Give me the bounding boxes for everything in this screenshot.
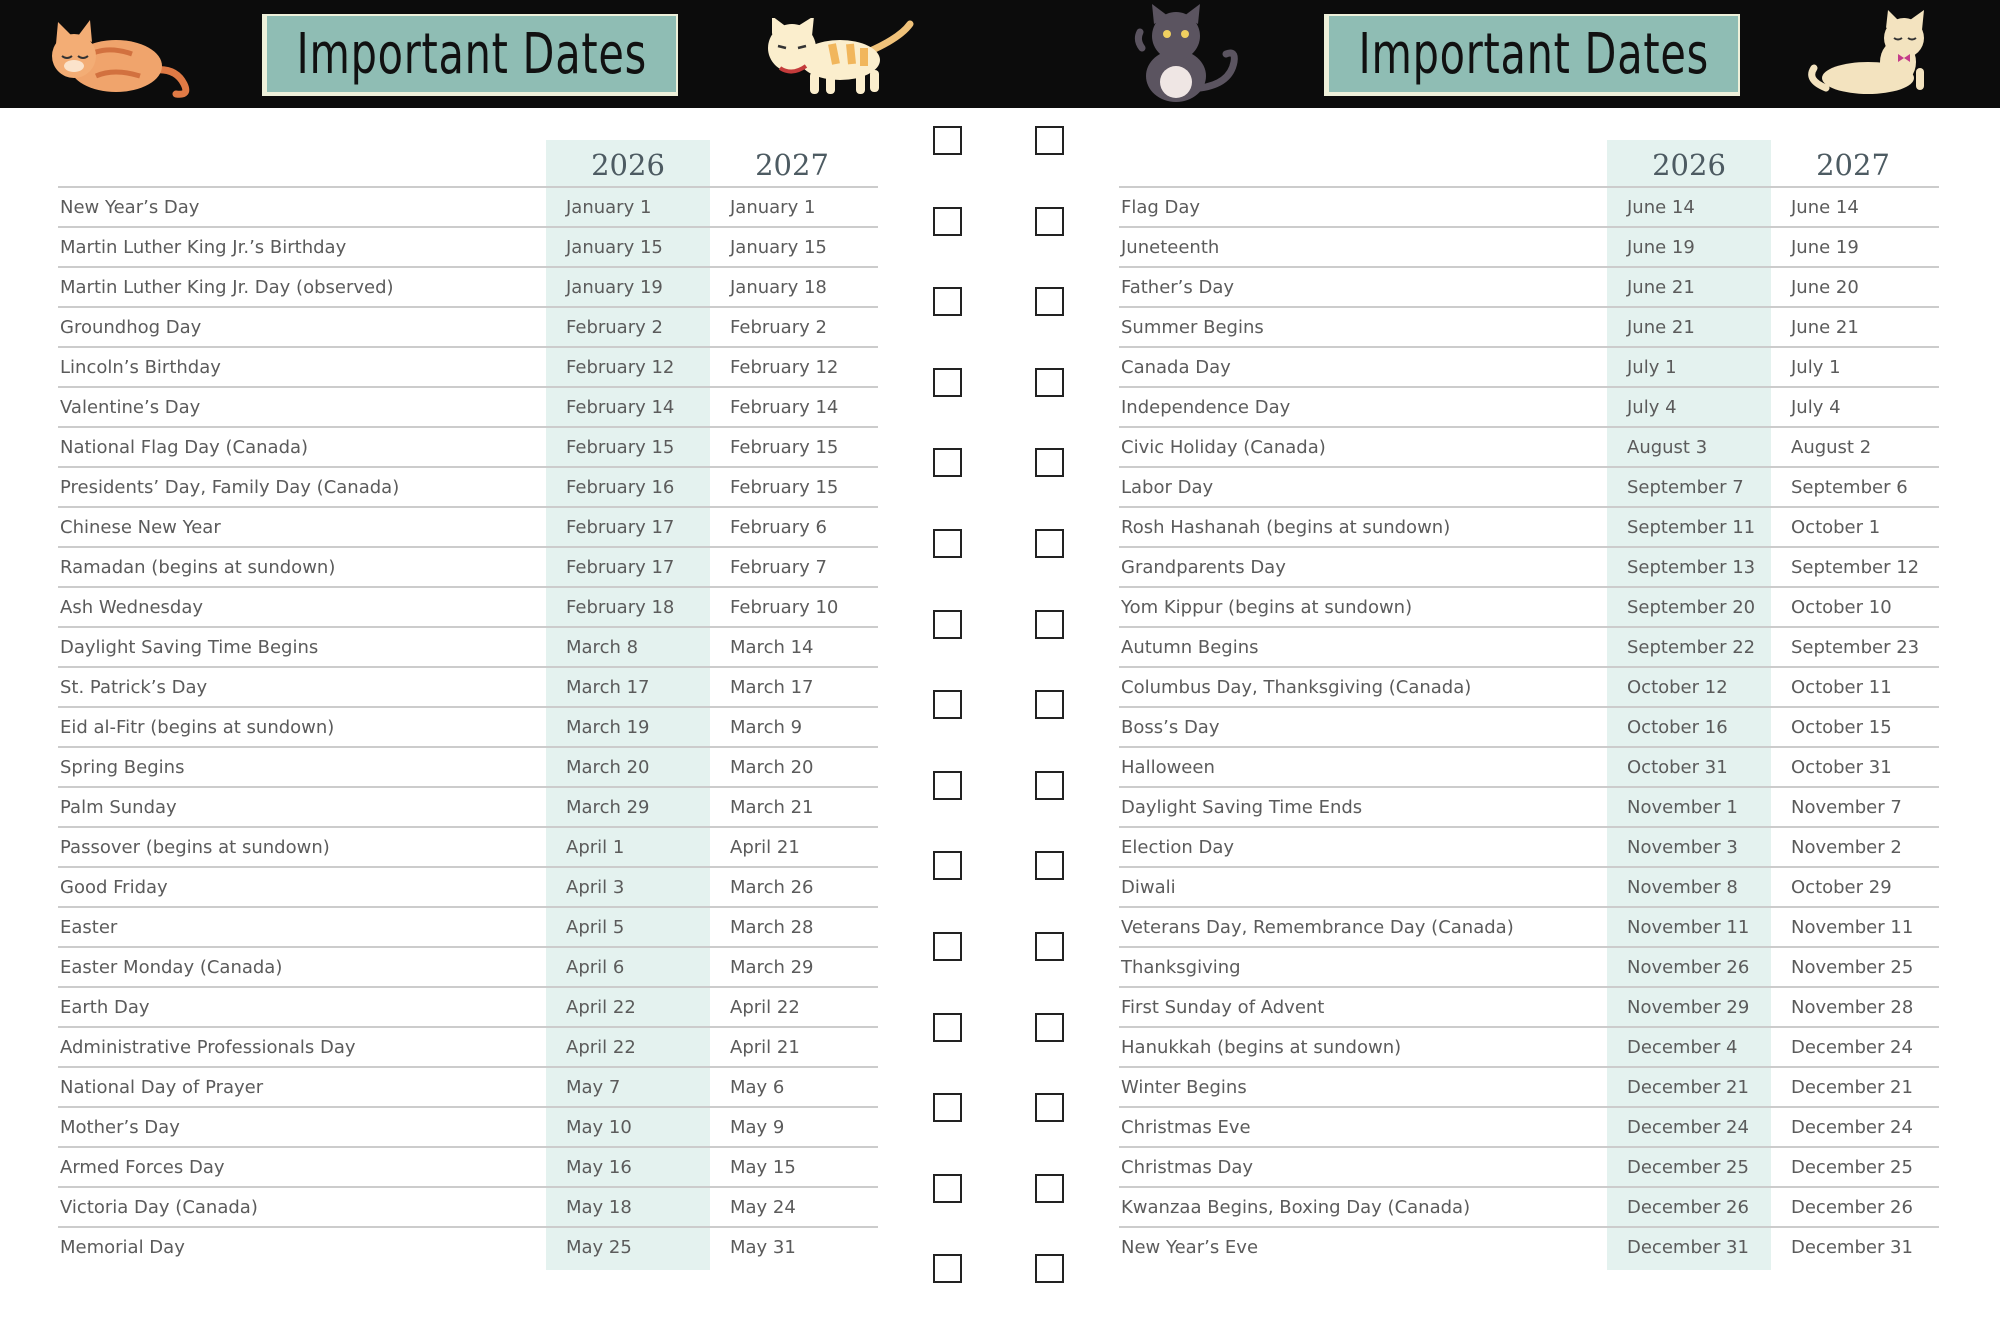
date-2027: August 2 [1791, 437, 1872, 458]
date-2027: September 23 [1791, 637, 1920, 658]
table-row [58, 266, 878, 306]
checkbox[interactable] [1035, 690, 1064, 719]
holiday-name: New Year’s Day [60, 197, 200, 218]
table-row [58, 426, 878, 466]
date-2026: June 19 [1627, 237, 1695, 258]
holiday-name: Chinese New Year [60, 517, 221, 538]
holiday-name: Martin Luther King Jr.’s Birthday [60, 237, 347, 258]
table-row [1119, 226, 1939, 266]
date-2027: April 22 [730, 997, 800, 1018]
holiday-name: Summer Begins [1121, 317, 1264, 338]
checkbox[interactable] [1035, 610, 1064, 639]
holiday-name: Flag Day [1121, 197, 1201, 218]
holiday-name: First Sunday of Advent [1121, 997, 1325, 1018]
date-2026: December 21 [1627, 1077, 1749, 1098]
left-year-2026: 2026 [591, 148, 665, 182]
sitting-cat-icon [1130, 4, 1240, 104]
checkbox[interactable] [933, 771, 962, 800]
holiday-name: Presidents’ Day, Family Day (Canada) [60, 477, 400, 498]
left-title-banner [262, 14, 678, 96]
date-2027: March 20 [730, 757, 814, 778]
date-2026: September 13 [1627, 557, 1756, 578]
checkbox[interactable] [1035, 287, 1064, 316]
table-row [58, 706, 878, 746]
checkbox[interactable] [1035, 851, 1064, 880]
date-2026: February 16 [566, 477, 675, 498]
checkbox[interactable] [933, 368, 962, 397]
date-2026: February 15 [566, 437, 675, 458]
table-row [58, 626, 878, 666]
date-2026: November 1 [1627, 797, 1738, 818]
holiday-name: Martin Luther King Jr. Day (observed) [60, 277, 394, 298]
date-2026: April 1 [566, 837, 625, 858]
date-2026: July 1 [1627, 357, 1677, 378]
date-2026: September 20 [1627, 597, 1756, 618]
table-row [1119, 426, 1939, 466]
date-2026: March 29 [566, 797, 650, 818]
holiday-name: Easter [60, 917, 118, 938]
holiday-name: Earth Day [60, 997, 150, 1018]
holiday-name: Independence Day [1121, 397, 1291, 418]
date-2026: November 26 [1627, 957, 1750, 978]
date-2026: November 8 [1627, 877, 1738, 898]
holiday-name: Groundhog Day [60, 317, 202, 338]
date-2027: January 15 [730, 237, 827, 258]
checkbox[interactable] [933, 1174, 962, 1203]
date-2027: February 14 [730, 397, 839, 418]
date-2026: January 15 [566, 237, 663, 258]
table-row [1119, 1066, 1939, 1106]
table-row [58, 866, 878, 906]
table-row [1119, 386, 1939, 426]
holiday-name: Election Day [1121, 837, 1235, 858]
date-2026: April 22 [566, 997, 636, 1018]
date-2026: May 18 [566, 1197, 632, 1218]
left-year-2027: 2027 [755, 148, 829, 182]
right-rows [1119, 186, 1939, 1266]
date-2027: June 19 [1791, 237, 1859, 258]
checkbox[interactable] [933, 851, 962, 880]
date-2026: May 10 [566, 1117, 632, 1138]
date-2026: June 21 [1627, 317, 1695, 338]
table-row [58, 1226, 878, 1266]
date-2026: September 22 [1627, 637, 1756, 658]
holiday-name: Christmas Day [1121, 1157, 1254, 1178]
checkbox[interactable] [1035, 932, 1064, 961]
date-2027: January 1 [730, 197, 816, 218]
table-row [1119, 306, 1939, 346]
holiday-name: Yom Kippur (begins at sundown) [1121, 597, 1413, 618]
holiday-name: National Day of Prayer [60, 1077, 264, 1098]
date-2026: November 29 [1627, 997, 1750, 1018]
holiday-name: National Flag Day (Canada) [60, 437, 309, 458]
table-row [1119, 546, 1939, 586]
holiday-name: Father’s Day [1121, 277, 1235, 298]
date-2027: February 15 [730, 437, 839, 458]
date-2027: December 26 [1791, 1197, 1913, 1218]
right-year-2027: 2027 [1816, 148, 1890, 182]
date-2027: February 10 [730, 597, 839, 618]
date-2026: August 3 [1627, 437, 1708, 458]
date-2027: March 28 [730, 917, 814, 938]
table-row [1119, 266, 1939, 306]
table-row [1119, 586, 1939, 626]
checkbox[interactable] [1035, 448, 1064, 477]
table-row [58, 506, 878, 546]
checkbox[interactable] [933, 1013, 962, 1042]
date-2026: November 11 [1627, 917, 1750, 938]
holiday-name: Winter Begins [1121, 1077, 1247, 1098]
date-2026: December 25 [1627, 1157, 1749, 1178]
date-2027: October 15 [1791, 717, 1892, 738]
table-row [58, 1146, 878, 1186]
date-2027: June 21 [1791, 317, 1859, 338]
holiday-name: Administrative Professionals Day [60, 1037, 356, 1058]
date-2027: May 9 [730, 1117, 785, 1138]
table-row [58, 306, 878, 346]
date-2027: March 26 [730, 877, 814, 898]
date-2027: March 21 [730, 797, 814, 818]
date-2026: March 19 [566, 717, 650, 738]
holiday-name: Mother’s Day [60, 1117, 180, 1138]
date-2027: December 31 [1791, 1237, 1913, 1258]
checkbox[interactable] [933, 932, 962, 961]
date-2026: June 14 [1627, 197, 1695, 218]
table-row [1119, 666, 1939, 706]
checkbox[interactable] [1035, 1013, 1064, 1042]
table-row [1119, 466, 1939, 506]
date-2027: November 7 [1791, 797, 1902, 818]
date-2026: February 18 [566, 597, 675, 618]
date-2026: January 19 [566, 277, 663, 298]
table-row [1119, 786, 1939, 826]
date-2026: November 3 [1627, 837, 1738, 858]
checkbox[interactable] [1035, 1254, 1064, 1283]
holiday-name: Columbus Day, Thanksgiving (Canada) [1121, 677, 1472, 698]
table-row [1119, 1026, 1939, 1066]
date-2026: May 25 [566, 1237, 632, 1258]
right-title-banner [1324, 14, 1740, 96]
left-page-title: Important Dates [296, 21, 647, 87]
date-2027: November 11 [1791, 917, 1914, 938]
date-2027: November 28 [1791, 997, 1914, 1018]
table-row [58, 546, 878, 586]
holiday-name: Daylight Saving Time Ends [1121, 797, 1363, 818]
holiday-name: Victoria Day (Canada) [60, 1197, 258, 1218]
date-2027: May 31 [730, 1237, 796, 1258]
checkbox[interactable] [1035, 1174, 1064, 1203]
date-2026: September 11 [1627, 517, 1756, 538]
table-row [1119, 1186, 1939, 1226]
date-2026: April 6 [566, 957, 625, 978]
date-2026: October 31 [1627, 757, 1728, 778]
table-row [1119, 906, 1939, 946]
table-row [58, 786, 878, 826]
date-2026: July 4 [1627, 397, 1677, 418]
table-row [58, 386, 878, 426]
date-2026: June 21 [1627, 277, 1695, 298]
table-row [58, 186, 878, 226]
date-2027: February 12 [730, 357, 839, 378]
date-2027: March 17 [730, 677, 814, 698]
date-2027: March 9 [730, 717, 803, 738]
table-row [58, 1186, 878, 1226]
date-2027: May 24 [730, 1197, 796, 1218]
holiday-name: Kwanzaa Begins, Boxing Day (Canada) [1121, 1197, 1471, 1218]
table-row [1119, 1106, 1939, 1146]
date-2026: May 7 [566, 1077, 621, 1098]
date-2027: October 10 [1791, 597, 1892, 618]
table-row [58, 1066, 878, 1106]
checkbox[interactable] [933, 207, 962, 236]
holiday-name: Labor Day [1121, 477, 1214, 498]
date-2026: October 12 [1627, 677, 1728, 698]
holiday-name: Hanukkah (begins at sundown) [1121, 1037, 1402, 1058]
table-row [1119, 746, 1939, 786]
holiday-name: Juneteenth [1121, 237, 1220, 258]
checkbox[interactable] [933, 1093, 962, 1122]
date-2026: March 8 [566, 637, 639, 658]
date-2027: November 25 [1791, 957, 1914, 978]
table-row [1119, 506, 1939, 546]
date-2026: April 5 [566, 917, 625, 938]
table-row [1119, 986, 1939, 1026]
header-bar [0, 0, 2000, 108]
checkbox[interactable] [933, 610, 962, 639]
date-2027: May 6 [730, 1077, 785, 1098]
checkbox[interactable] [1035, 1093, 1064, 1122]
holiday-name: Rosh Hashanah (begins at sundown) [1121, 517, 1451, 538]
date-2027: July 1 [1791, 357, 1841, 378]
date-2026: February 2 [566, 317, 663, 338]
table-row [1119, 1146, 1939, 1186]
checkbox[interactable] [1035, 368, 1064, 397]
table-row [58, 946, 878, 986]
right-page-title: Important Dates [1358, 21, 1709, 87]
date-2027: July 4 [1791, 397, 1841, 418]
holiday-name: Spring Begins [60, 757, 185, 778]
table-row [1119, 346, 1939, 386]
date-2026: May 16 [566, 1157, 632, 1178]
date-2026: September 7 [1627, 477, 1744, 498]
date-2027: April 21 [730, 837, 800, 858]
table-row [58, 746, 878, 786]
checkbox[interactable] [1035, 529, 1064, 558]
holiday-name: Memorial Day [60, 1237, 185, 1258]
holiday-name: Autumn Begins [1121, 637, 1259, 658]
checkbox[interactable] [1035, 126, 1064, 155]
date-2027: February 15 [730, 477, 839, 498]
date-2027: April 21 [730, 1037, 800, 1058]
date-2027: October 31 [1791, 757, 1892, 778]
checkbox[interactable] [1035, 771, 1064, 800]
holiday-name: Valentine’s Day [60, 397, 201, 418]
date-2027: December 21 [1791, 1077, 1913, 1098]
sleeping-cat-icon [44, 14, 194, 98]
holiday-name: Palm Sunday [60, 797, 177, 818]
holiday-name: Boss’s Day [1121, 717, 1220, 738]
date-2026: January 1 [566, 197, 652, 218]
table-row [58, 666, 878, 706]
date-2027: June 20 [1791, 277, 1859, 298]
date-2027: June 14 [1791, 197, 1859, 218]
holiday-name: Veterans Day, Remembrance Day (Canada) [1121, 917, 1514, 938]
table-row [58, 586, 878, 626]
date-2027: December 24 [1791, 1117, 1913, 1138]
table-row [58, 1106, 878, 1146]
date-2027: March 29 [730, 957, 814, 978]
table-row [58, 466, 878, 506]
checkbox[interactable] [1035, 207, 1064, 236]
holiday-name: Ash Wednesday [60, 597, 204, 618]
holiday-name: New Year’s Eve [1121, 1237, 1259, 1258]
table-row [58, 826, 878, 866]
table-row [1119, 626, 1939, 666]
date-2027: February 6 [730, 517, 827, 538]
date-2026: February 14 [566, 397, 675, 418]
date-2026: March 20 [566, 757, 650, 778]
holiday-name: Halloween [1121, 757, 1215, 778]
date-2026: April 22 [566, 1037, 636, 1058]
date-2027: March 14 [730, 637, 814, 658]
holiday-name: Lincoln’s Birthday [60, 357, 221, 378]
holiday-name: St. Patrick’s Day [60, 677, 208, 698]
table-row [1119, 1226, 1939, 1266]
holiday-name: Daylight Saving Time Begins [60, 637, 319, 658]
checkbox[interactable] [933, 287, 962, 316]
holiday-name: Ramadan (begins at sundown) [60, 557, 336, 578]
table-row [58, 906, 878, 946]
holiday-name: Eid al-Fitr (begins at sundown) [60, 717, 335, 738]
holiday-name: Good Friday [60, 877, 168, 898]
left-rows [58, 186, 878, 1266]
date-2026: December 31 [1627, 1237, 1749, 1258]
date-2026: October 16 [1627, 717, 1728, 738]
date-2026: December 26 [1627, 1197, 1749, 1218]
date-2027: September 6 [1791, 477, 1908, 498]
walking-cat-icon [760, 18, 920, 98]
checkbox[interactable] [933, 448, 962, 477]
date-2027: December 24 [1791, 1037, 1913, 1058]
holiday-name: Grandparents Day [1121, 557, 1286, 578]
date-2027: December 25 [1791, 1157, 1913, 1178]
holiday-name: Easter Monday (Canada) [60, 957, 283, 978]
holiday-name: Passover (begins at sundown) [60, 837, 330, 858]
date-2027: October 29 [1791, 877, 1892, 898]
table-row [58, 346, 878, 386]
table-row [58, 986, 878, 1026]
date-2026: February 12 [566, 357, 675, 378]
holiday-name: Diwali [1121, 877, 1176, 898]
right-year-2026: 2026 [1652, 148, 1726, 182]
holiday-name: Thanksgiving [1121, 957, 1241, 978]
table-row [1119, 186, 1939, 226]
checkbox[interactable] [933, 690, 962, 719]
date-2026: December 4 [1627, 1037, 1738, 1058]
date-2026: March 17 [566, 677, 650, 698]
checkbox[interactable] [933, 126, 962, 155]
table-row [1119, 946, 1939, 986]
holiday-name: Christmas Eve [1121, 1117, 1251, 1138]
date-2027: February 2 [730, 317, 827, 338]
date-2027: February 7 [730, 557, 827, 578]
table-row [1119, 866, 1939, 906]
date-2026: April 3 [566, 877, 625, 898]
holiday-name: Civic Holiday (Canada) [1121, 437, 1326, 458]
table-row [58, 1026, 878, 1066]
table-row [1119, 706, 1939, 746]
date-2027: May 15 [730, 1157, 796, 1178]
date-2027: October 11 [1791, 677, 1892, 698]
checkbox[interactable] [933, 529, 962, 558]
holiday-name: Canada Day [1121, 357, 1231, 378]
date-2027: October 1 [1791, 517, 1881, 538]
lounging-cat-icon [1806, 8, 1946, 98]
date-2026: February 17 [566, 557, 675, 578]
date-2027: January 18 [730, 277, 827, 298]
date-2026: February 17 [566, 517, 675, 538]
table-row [58, 226, 878, 266]
date-2027: November 2 [1791, 837, 1902, 858]
date-2027: September 12 [1791, 557, 1920, 578]
checkbox[interactable] [933, 1254, 962, 1283]
holiday-name: Armed Forces Day [60, 1157, 225, 1178]
table-row [1119, 826, 1939, 866]
date-2026: December 24 [1627, 1117, 1749, 1138]
